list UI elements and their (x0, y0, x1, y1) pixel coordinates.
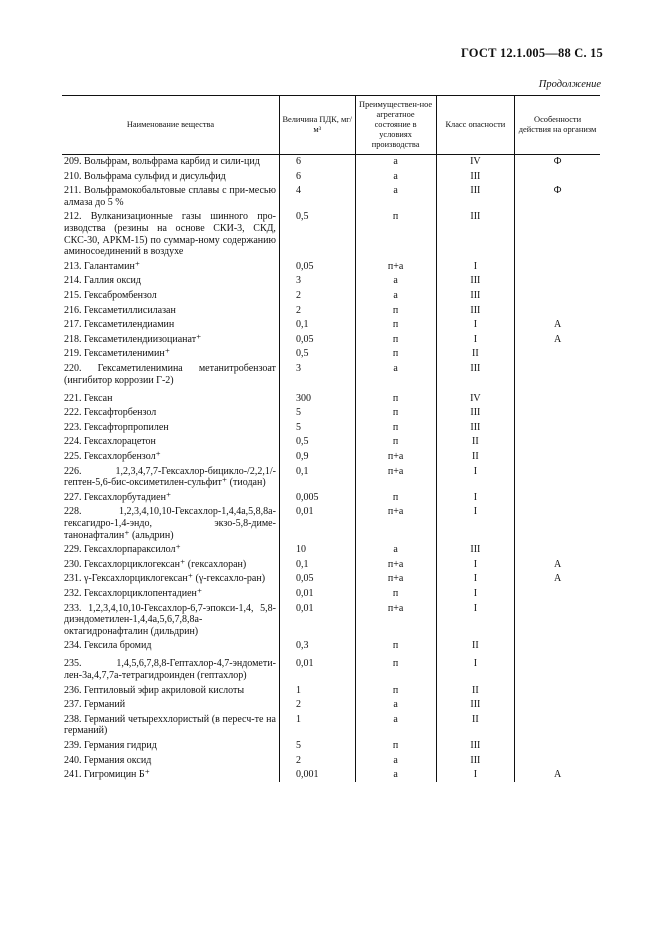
table-row (62, 332, 600, 347)
pdk-value-cell: 3 (279, 274, 355, 289)
substance-name-cell: 235. 1,4,5,6,7,8,8-Гептахлор-4,7-эндомети-лен-3а,4,7,7а-тетрагидроинден (гептахлор) (64, 658, 276, 681)
hazard-class-cell: III (436, 406, 514, 421)
aggregate-state-cell: а (355, 184, 436, 210)
pdk-value-cell: 300 (279, 388, 355, 406)
effect-cell (515, 683, 600, 698)
aggregate-state-cell: п (355, 683, 436, 698)
substance-name-cell: 241. Гигромицин Б⁺ (64, 769, 150, 781)
substance-name-cell: 211. Вольфрамокобальтовые сплавы с при-месью алмаза до 5 % (64, 185, 276, 208)
header-effect: Особенности действия на организм (515, 96, 600, 155)
effect-cell (515, 505, 600, 543)
table-row (62, 420, 600, 435)
aggregate-state-cell: п+а (355, 572, 436, 587)
substance-name-cell: 223. Гексафторпропилен (64, 421, 169, 433)
aggregate-state-cell: п (355, 303, 436, 318)
hazard-class-cell: III (436, 169, 514, 184)
pdk-value-cell: 0,001 (279, 768, 355, 783)
hazard-class-cell: III (436, 303, 514, 318)
table-row (62, 490, 600, 505)
pdk-value-cell: 0,3 (279, 639, 355, 654)
header-hazard-class: Класс опасности (436, 96, 514, 155)
hazard-class-cell: I (436, 332, 514, 347)
pdk-value-cell: 1 (279, 712, 355, 738)
table-row (62, 557, 600, 572)
table-row (62, 572, 600, 587)
pdk-value-cell: 0,005 (279, 490, 355, 505)
substance-name-cell: 239. Германия гидрид (64, 739, 157, 751)
hazard-class-cell: I (436, 464, 514, 490)
table-row (62, 639, 600, 654)
substance-name-cell: 226. 1,2,3,4,7,7-Гексахлор-бицикло-/2,2,1/-гептен-5,6-бис-оксиметилен-сульфит⁺ (тиодан) (64, 465, 276, 489)
table-row (62, 683, 600, 698)
effect-cell (515, 303, 600, 318)
table-row (62, 210, 600, 259)
aggregate-state-cell: п+а (355, 505, 436, 543)
aggregate-state-cell: п (355, 406, 436, 421)
effect-cell (515, 698, 600, 713)
substance-name-cell: 213. Галантамин⁺ (64, 260, 141, 272)
pdk-value-cell: 0,5 (279, 435, 355, 450)
table-row (62, 347, 600, 362)
table-row (62, 259, 600, 274)
effect-cell (515, 464, 600, 490)
hazard-class-cell: IV (436, 388, 514, 406)
substance-name-cell: 236. Гептиловый эфир акриловой кислоты (64, 684, 245, 696)
pdk-value-cell: 0,1 (279, 557, 355, 572)
substance-name-cell: 210. Вольфрама сульфид и дисульфид (64, 170, 226, 182)
aggregate-state-cell: п (355, 388, 436, 406)
pdk-value-cell: 6 (279, 155, 355, 170)
page-header: ГОСТ 12.1.005—88 С. 15 (460, 46, 603, 60)
aggregate-state-cell: п (355, 639, 436, 654)
table-row (62, 406, 600, 421)
substances-table (62, 95, 600, 782)
aggregate-state-cell: п (355, 318, 436, 333)
effect-cell (515, 490, 600, 505)
pdk-value-cell: 6 (279, 169, 355, 184)
substance-name-cell: 238. Германий четыреххлористый (в пересч-те на германий) (64, 713, 276, 737)
continuation-label: Продолжение (538, 79, 601, 90)
substance-name-cell: 234. Гексила бромид (64, 640, 152, 652)
effect-cell (515, 288, 600, 303)
substance-name-cell: 232. Гексахлорциклопентадиен⁺ (64, 587, 203, 599)
effect-cell: А (515, 572, 600, 587)
table-row (62, 653, 600, 683)
effect-cell (515, 543, 600, 558)
table-row (62, 601, 600, 639)
effect-cell (515, 653, 600, 683)
substance-name-cell: 240. Германия оксид (64, 754, 152, 766)
hazard-class-cell: IV (436, 155, 514, 170)
substance-name-cell: 233. 1,2,3,4,10,10-Гексахлор-6,7-эпокси-1,4, 5,8-диэндометилен-1,4,4а,5,6,7,8,8а-октагидронафталин (дильдрин) (64, 602, 276, 637)
pdk-value-cell: 3 (279, 361, 355, 387)
hazard-class-cell: III (436, 288, 514, 303)
effect-cell (515, 259, 600, 274)
pdk-value-cell: 0,01 (279, 601, 355, 639)
hazard-class-cell: III (436, 753, 514, 768)
pdk-value-cell: 0,5 (279, 347, 355, 362)
aggregate-state-cell: п (355, 210, 436, 259)
header-aggregate-state: Преимуществен-ное агрегатное состояние в условиях производства (355, 96, 436, 155)
hazard-class-cell: II (436, 639, 514, 654)
effect-cell (515, 601, 600, 639)
hazard-class-cell: I (436, 653, 514, 683)
hazard-class-cell: II (436, 435, 514, 450)
substance-name-cell: 215. Гексабромбензол (64, 289, 157, 301)
hazard-class-cell: I (436, 505, 514, 543)
effect-cell (515, 274, 600, 289)
substance-name-cell: 218. Гексаметилендиизоцианат⁺ (64, 333, 202, 345)
pdk-value-cell: 0,01 (279, 586, 355, 601)
table-row (62, 586, 600, 601)
hazard-class-cell: I (436, 557, 514, 572)
effect-cell (515, 712, 600, 738)
substance-name-cell: 214. Галлия оксид (64, 275, 141, 287)
effect-cell (515, 361, 600, 387)
substance-name-cell: 222. Гексафторбензол (64, 407, 157, 419)
aggregate-state-cell: п+а (355, 557, 436, 572)
hazard-class-cell: III (436, 274, 514, 289)
substance-name-cell: 212. Вулканизационные газы шинного про-изводства (резины на основе СКИ-3, СКД, СКС-30, АРКМ-15) по суммар-ному содержанию аминосоединений в воздухе (64, 211, 276, 258)
pdk-value-cell: 0,1 (279, 464, 355, 490)
aggregate-state-cell: п (355, 490, 436, 505)
aggregate-state-cell: п (355, 347, 436, 362)
table-row (62, 449, 600, 464)
effect-cell (515, 435, 600, 450)
aggregate-state-cell: п (355, 738, 436, 753)
header-pdk: Величина ПДК, мг/м³ (279, 96, 355, 155)
table-row (62, 543, 600, 558)
table-row (62, 288, 600, 303)
effect-cell: А (515, 318, 600, 333)
pdk-value-cell: 0,05 (279, 332, 355, 347)
aggregate-state-cell: а (355, 543, 436, 558)
aggregate-state-cell: п (355, 332, 436, 347)
pdk-value-cell: 1 (279, 683, 355, 698)
hazard-class-cell: II (436, 712, 514, 738)
effect-cell (515, 210, 600, 259)
table-row (62, 464, 600, 490)
table-row (62, 738, 600, 753)
pdk-value-cell: 0,01 (279, 653, 355, 683)
aggregate-state-cell: п+а (355, 449, 436, 464)
substance-name-cell: 219. Гексаметиленимин⁺ (64, 348, 170, 360)
hazard-class-cell: III (436, 184, 514, 210)
aggregate-state-cell: п (355, 420, 436, 435)
effect-cell (515, 738, 600, 753)
aggregate-state-cell: п (355, 653, 436, 683)
pdk-value-cell: 2 (279, 303, 355, 318)
substance-name-cell: 230. Гексахлорциклогексан⁺ (гексахлоран) (64, 558, 247, 570)
hazard-class-cell: I (436, 572, 514, 587)
table-row (62, 712, 600, 738)
table-body (62, 155, 600, 783)
pdk-value-cell: 4 (279, 184, 355, 210)
effect-cell (515, 753, 600, 768)
hazard-class-cell: I (436, 490, 514, 505)
aggregate-state-cell: п+а (355, 259, 436, 274)
hazard-class-cell: II (436, 449, 514, 464)
aggregate-state-cell: а (355, 274, 436, 289)
aggregate-state-cell: а (355, 698, 436, 713)
substance-name-cell: 224. Гексахлорацетон (64, 436, 156, 448)
effect-cell: А (515, 332, 600, 347)
hazard-class-cell: I (436, 259, 514, 274)
pdk-value-cell: 0,05 (279, 572, 355, 587)
effect-cell (515, 420, 600, 435)
aggregate-state-cell: а (355, 753, 436, 768)
effect-cell (515, 388, 600, 406)
effect-cell: Ф (515, 155, 600, 170)
aggregate-state-cell: п+а (355, 601, 436, 639)
substance-name-cell: 225. Гексахлорбензол⁺ (64, 450, 161, 462)
aggregate-state-cell: п (355, 435, 436, 450)
pdk-value-cell: 10 (279, 543, 355, 558)
aggregate-state-cell: п+а (355, 464, 436, 490)
pdk-value-cell: 2 (279, 288, 355, 303)
hazard-class-cell: I (436, 768, 514, 783)
aggregate-state-cell: а (355, 155, 436, 170)
aggregate-state-cell: а (355, 712, 436, 738)
effect-cell (515, 169, 600, 184)
hazard-class-cell: III (436, 698, 514, 713)
table-row (62, 169, 600, 184)
pdk-value-cell: 5 (279, 406, 355, 421)
effect-cell (515, 449, 600, 464)
table-row (62, 303, 600, 318)
substance-name-cell: 231. γ-Гексахлорциклогексан⁺ (γ-гексахло-ран) (64, 573, 266, 585)
pdk-value-cell: 5 (279, 420, 355, 435)
effect-cell: Ф (515, 184, 600, 210)
table-row (62, 155, 600, 170)
substance-name-cell: 227. Гексахлорбутадиен⁺ (64, 491, 172, 503)
effect-cell (515, 406, 600, 421)
substance-name-cell: 237. Германий (64, 699, 126, 711)
hazard-class-cell: III (436, 361, 514, 387)
aggregate-state-cell: п (355, 586, 436, 601)
header-substance-name: Наименование вещества (62, 96, 279, 155)
pdk-value-cell: 0,1 (279, 318, 355, 333)
table-row (62, 361, 600, 387)
hazard-class-cell: II (436, 347, 514, 362)
pdk-value-cell: 0,5 (279, 210, 355, 259)
pdk-value-cell: 5 (279, 738, 355, 753)
hazard-class-cell: III (436, 738, 514, 753)
table-row (62, 184, 600, 210)
aggregate-state-cell: а (355, 288, 436, 303)
pdk-value-cell: 0,01 (279, 505, 355, 543)
table-header-row (62, 96, 600, 155)
pdk-value-cell: 2 (279, 753, 355, 768)
effect-cell (515, 347, 600, 362)
aggregate-state-cell: а (355, 361, 436, 387)
table-row (62, 698, 600, 713)
table-row (62, 435, 600, 450)
table-row (62, 505, 600, 543)
pdk-value-cell: 2 (279, 698, 355, 713)
effect-cell: А (515, 768, 600, 783)
substance-name-cell: 216. Гексаметиллисилазан (64, 304, 176, 316)
effect-cell (515, 586, 600, 601)
pdk-value-cell: 0,05 (279, 259, 355, 274)
table-row (62, 318, 600, 333)
effect-cell: А (515, 557, 600, 572)
substance-name-cell: 220. Гексаметиленимина метанитробензоат (ингибитор коррозии Г-2) (64, 362, 276, 386)
pdk-value-cell: 0,9 (279, 449, 355, 464)
aggregate-state-cell: а (355, 169, 436, 184)
aggregate-state-cell: а (355, 768, 436, 783)
hazard-class-cell: I (436, 586, 514, 601)
hazard-class-cell: III (436, 543, 514, 558)
hazard-class-cell: III (436, 210, 514, 259)
substance-name-cell: 217. Гексаметилендиамин (64, 319, 175, 331)
substance-name-cell: 229. Гексахлорпараксилол⁺ (64, 544, 181, 556)
substance-name-cell: 209. Вольфрам, вольфрама карбид и сили-цид (64, 156, 260, 167)
table-row (62, 768, 600, 783)
table-row (62, 274, 600, 289)
table-row (62, 753, 600, 768)
substance-name-cell: 221. Гексан (64, 392, 113, 404)
hazard-class-cell: I (436, 601, 514, 639)
effect-cell (515, 639, 600, 654)
hazard-class-cell: I (436, 318, 514, 333)
substance-name-cell: 228. 1,2,3,4,10,10-Гексахлор-1,4,4а,5,8,8а-гексагидро-1,4-эндо, экзо-5,8-диме-танонафталин⁺ (альдрин) (64, 506, 276, 541)
hazard-class-cell: III (436, 420, 514, 435)
table-row (62, 388, 600, 406)
hazard-class-cell: II (436, 683, 514, 698)
